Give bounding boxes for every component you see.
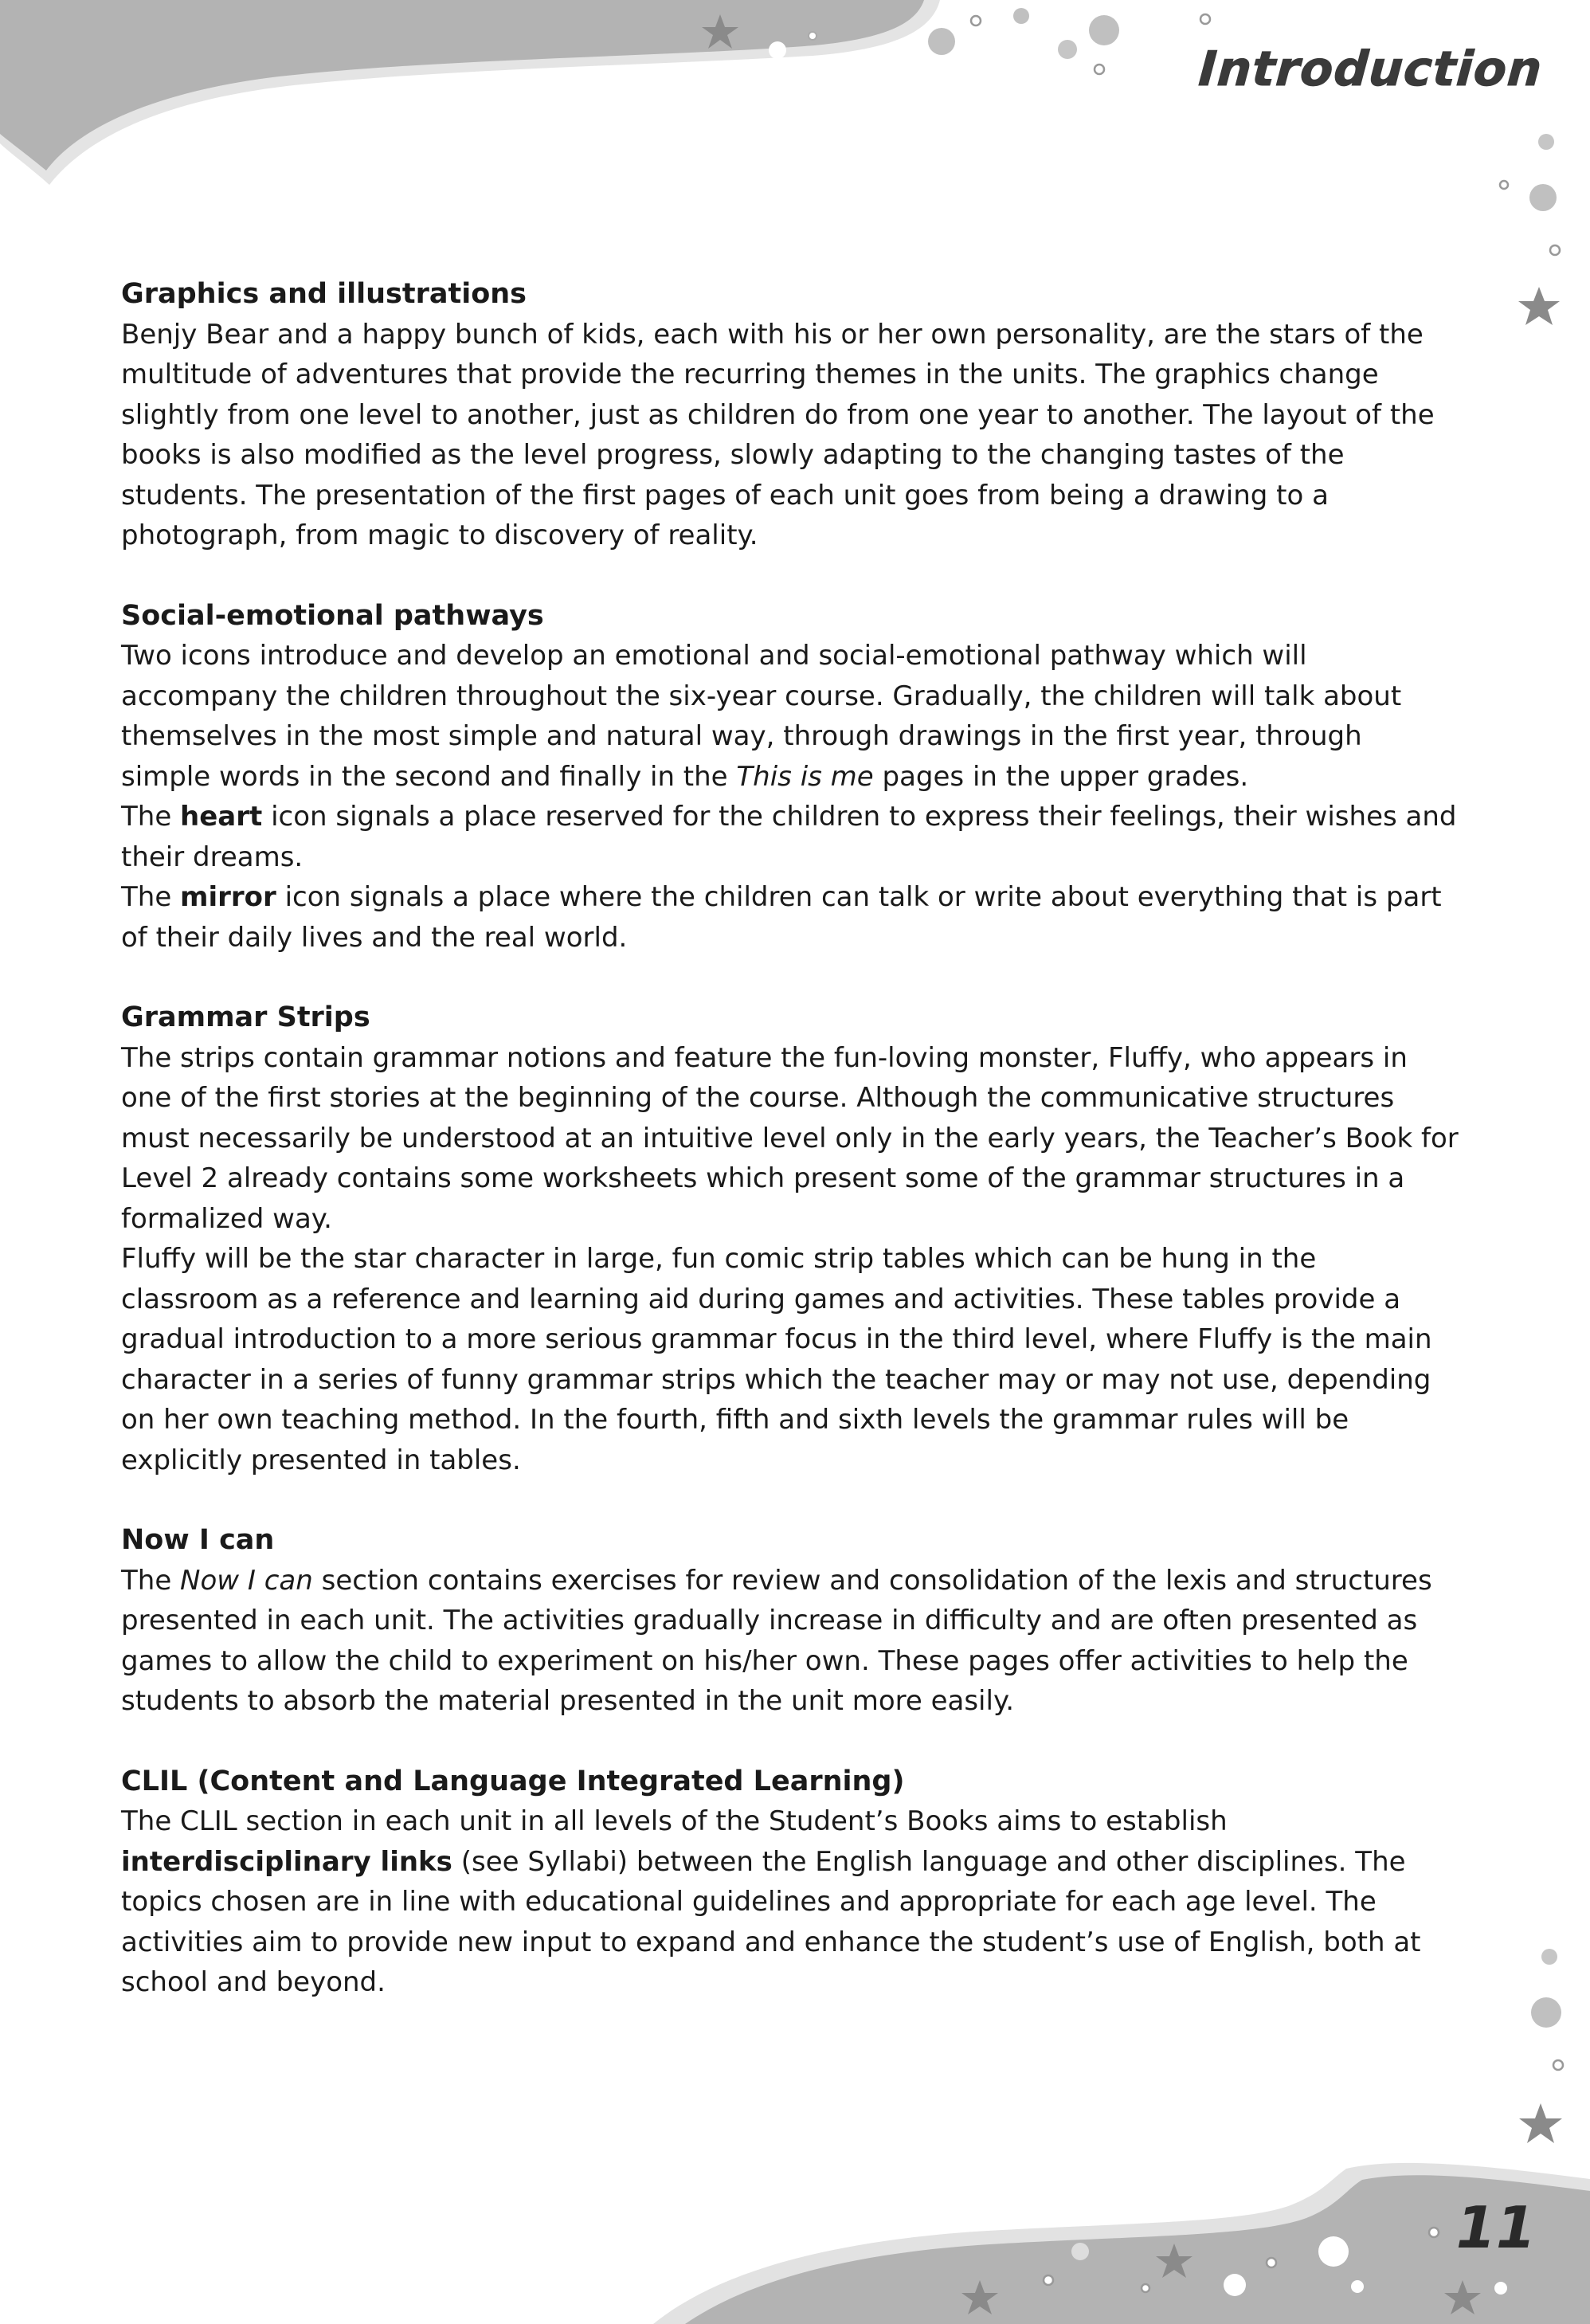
dot-icon <box>1044 2275 1053 2285</box>
dot-icon <box>1531 1997 1561 2028</box>
section-paragraph: Fluffy will be the star character in large, fun comic strip tables which can be hung in the classroom as a reference and learning aid during games and activities. These tables provide a gradual introduction to a more serious grammar focus in the third level, where Fluffy is the main character in a series of funny grammar strips which the teacher may or may not use, depending on her own teaching method. In the fourth, fifth and sixth levels the grammar rules will be explicitly presented in tables. <box>121 1243 1432 1476</box>
bold-term: mirror <box>180 881 276 913</box>
dot-icon <box>1318 2236 1349 2267</box>
dot-icon <box>1142 2284 1149 2292</box>
dot-icon <box>1089 15 1119 45</box>
section-paragraph <box>121 797 1459 877</box>
dot-icon <box>1071 2243 1089 2260</box>
dot-icon <box>1429 2228 1439 2237</box>
text-run: (see Syllabi) between the English language and other disciplines. The topics chosen are in line with educational guidelines and appropriate for each age level. The activities aim to provide new input to expand and enhance the student’s use of English, both at school and beyond. <box>121 1845 1421 1998</box>
page-number: 11 <box>1455 2194 1536 2261</box>
text-run: The <box>121 1564 181 1597</box>
section-paragraph <box>121 877 1459 958</box>
dot-icon <box>1553 2060 1563 2070</box>
section-heading: CLIL (Content and Language Integrated Learning) <box>121 1765 905 1797</box>
italic-term: This is me <box>736 760 874 793</box>
section-grammar-strips <box>121 997 1459 1480</box>
dot-icon <box>1529 184 1557 211</box>
text-run: The CLIL section in each unit in all levels of the Student’s Books aims to establish <box>121 1805 1228 1837</box>
section-heading: Graphics and illustrations <box>121 278 527 310</box>
dot-icon <box>1200 14 1210 24</box>
dot-icon <box>1351 2280 1364 2293</box>
section-heading: Grammar Strips <box>121 1001 370 1033</box>
dot-icon <box>1541 1949 1557 1965</box>
dot-icon <box>1267 2258 1276 2267</box>
italic-term: Now I can <box>180 1564 313 1597</box>
dot-icon <box>1550 245 1560 255</box>
dot-icon <box>1538 134 1554 150</box>
section-paragraph: The strips contain grammar notions and feature the fun-loving monster, Fluffy, who appears in one of the first stories at the beginning of the course. Although the communicative structures must necessarily be understood at an intuitive level only in the early years, the Teacher’s Book for Level 2 already contains some worksheets which present some of the grammar structures in a formalized way. <box>121 1041 1459 1235</box>
bold-term: interdisciplinary links <box>121 1845 452 1878</box>
main-content <box>121 274 1459 2043</box>
star-icon <box>1519 2103 1562 2143</box>
section-paragraph: Benjy Bear and a happy bunch of kids, each with his or her own personality, are the stars of the multitude of adventures that provide the recurring themes in the units. The graphics change slightly from one level to another, just as children do from one year to another. The layout of the books is also modified as the level progress, slowly adapting to the changing tastes of the students. The presentation of the first pages of each unit goes from being a drawing to a photograph, from magic to discovery of reality. <box>121 318 1435 551</box>
dot-icon <box>971 16 981 25</box>
section-paragraph <box>121 1561 1459 1722</box>
text-run: icon signals a place where the children can talk or write about everything that is part of their daily lives and the real world. <box>121 881 1442 954</box>
section-paragraph <box>121 636 1459 797</box>
text-run: pages in the upper grades. <box>873 760 1249 793</box>
dot-icon <box>809 32 817 40</box>
dot-icon <box>1224 2274 1246 2296</box>
dot-icon <box>1494 2282 1507 2295</box>
section-now-i-can <box>121 1520 1459 1722</box>
section-social-emotional <box>121 596 1459 958</box>
dot-icon <box>1500 181 1508 189</box>
text-run: The <box>121 881 181 913</box>
section-graphics <box>121 274 1459 556</box>
top-swoosh <box>0 0 924 170</box>
section-heading: Social-emotional pathways <box>121 599 544 632</box>
page-title: Introduction <box>1196 41 1545 97</box>
section-paragraph <box>121 1801 1459 2003</box>
section-heading: Now I can <box>121 1524 275 1556</box>
text-run: icon signals a place reserved for the children to express their feelings, their wishes and their dreams. <box>121 801 1457 873</box>
star-icon <box>1518 287 1560 325</box>
dot-icon <box>928 28 955 55</box>
bottom-swoosh <box>685 2175 1590 2324</box>
section-clil <box>121 1762 1459 2003</box>
bold-term: heart <box>180 801 263 833</box>
dot-icon <box>769 41 786 59</box>
dot-icon <box>1058 40 1077 59</box>
text-run: section contains exercises for review and consolidation of the lexis and structures presented in each unit. The activities gradually increase in difficulty and are often presented as games to allow the child to experiment on his/her own. These pages offer activities to help the students to absorb the material presented in the unit more easily. <box>121 1564 1432 1717</box>
dot-icon <box>1013 8 1029 24</box>
text-run: The <box>121 801 181 833</box>
dot-icon <box>1095 65 1104 74</box>
text-run: Two icons introduce and develop an emotional and social-emotional pathway which will accompany the children throughout the six-year course. Gradually, the children will talk about themselves in the most simple and natural way, through drawings in the first year, through simple words in the second and finally in the <box>121 640 1402 793</box>
